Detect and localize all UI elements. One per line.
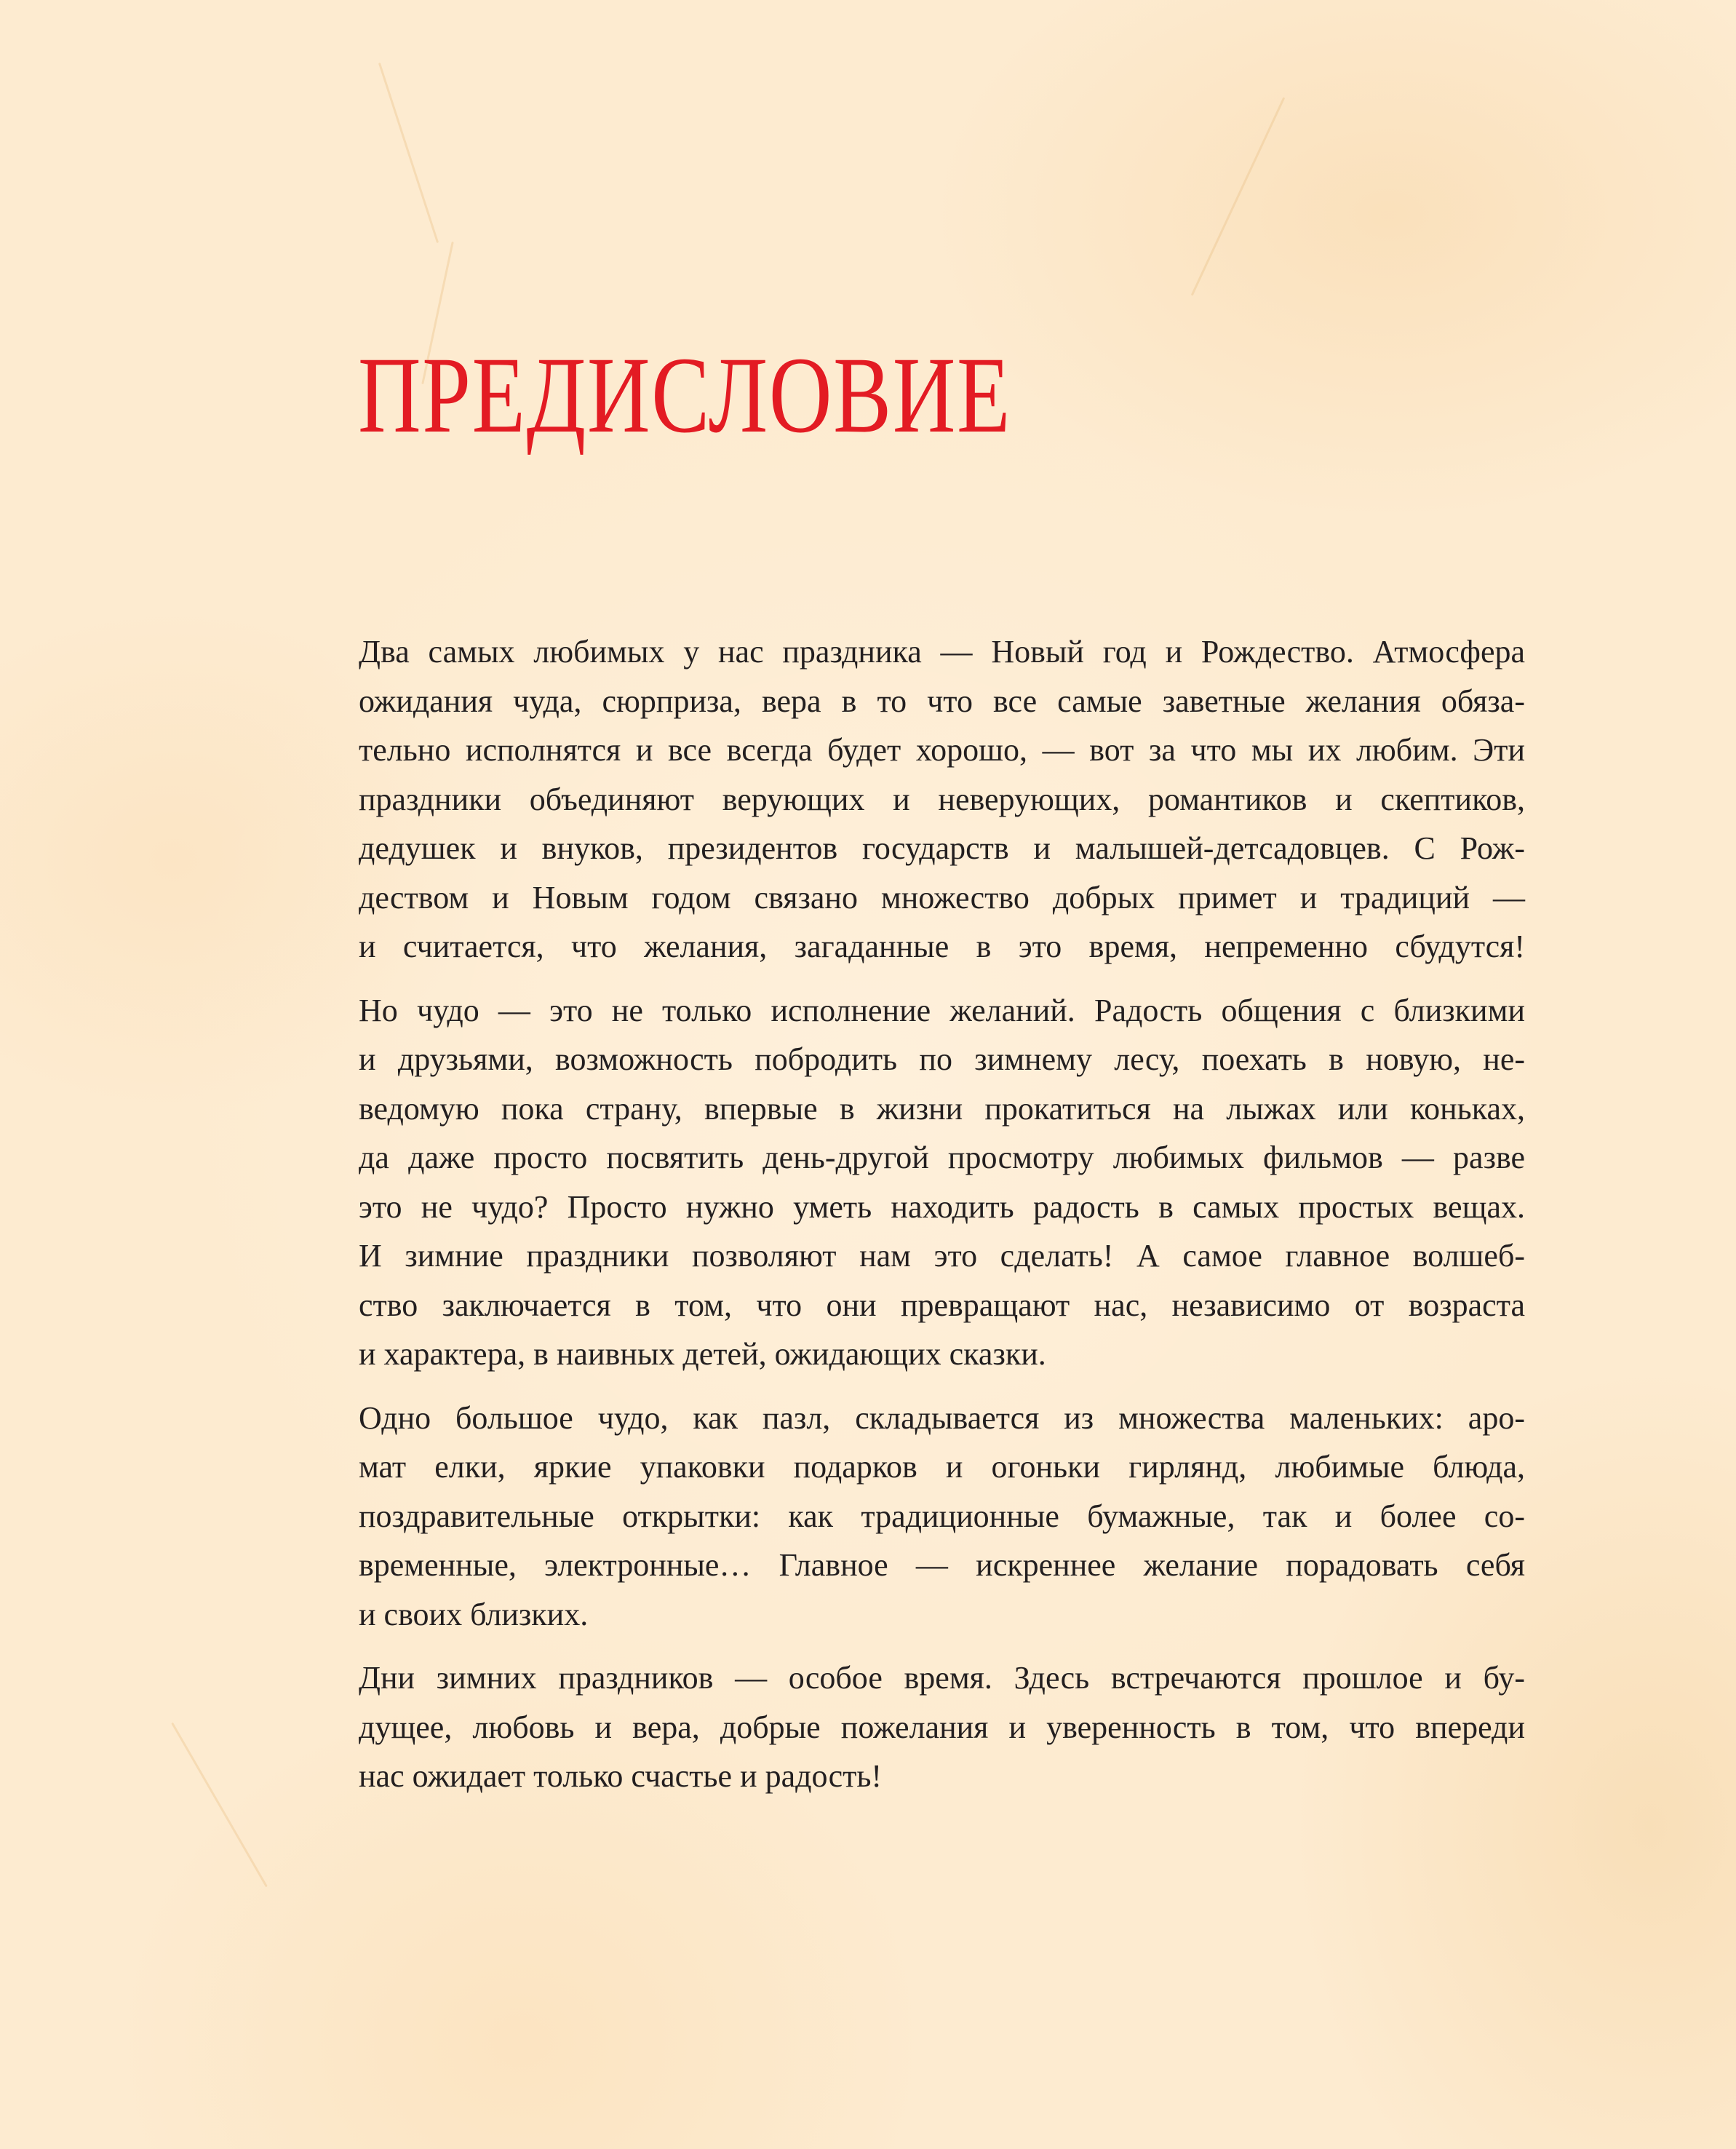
text-line: Одно большое чудо, как пазл, складывается из множества маленьких: аро-	[359, 1399, 1525, 1436]
paragraph-4	[359, 1653, 1525, 1801]
paragraph-3	[359, 1394, 1525, 1640]
text-line: И зимние праздники позволяют нам это сделать! А самое главное волшеб-	[359, 1238, 1525, 1274]
text-line: Два самых любимых у нас праздника — Новый год и Рождество. Атмосфера	[359, 634, 1525, 670]
paragraph-1	[359, 627, 1525, 972]
text-line: временные, электронные… Главное — искреннее желание порадовать себя	[359, 1547, 1525, 1583]
text-line: Дни зимних праздников — особое время. Здесь встречаются прошлое и бу-	[359, 1660, 1525, 1696]
text-line: ведомую пока страну, впервые в жизни прокатиться на лыжах или коньках,	[359, 1090, 1525, 1127]
text-line: и своих близких.	[359, 1596, 589, 1632]
text-line: это не чудо? Просто нужно уметь находить радость в самых простых вещах.	[359, 1188, 1525, 1225]
paragraph-2	[359, 986, 1525, 1379]
page-title: ПРЕДИСЛОВИЕ	[358, 335, 1011, 456]
text-line: Но чудо — это не только исполнение желаний. Радость общения с близкими	[359, 992, 1525, 1028]
text-line: поздравительные открытки: как традиционные бумажные, так и более со-	[359, 1498, 1525, 1534]
text-line: праздники объединяют верующих и неверующих, романтиков и скептиков,	[359, 781, 1525, 817]
text-line: дедушек и внуков, президентов государств и малышей-детсадовцев. С Рож-	[359, 830, 1525, 866]
text-line: дущее, любовь и вера, добрые пожелания и уверенность в том, что впереди	[359, 1709, 1525, 1745]
text-line: да даже просто посвятить день-другой просмотру любимых фильмов — разве	[359, 1140, 1525, 1175]
text-line: ство заключается в том, что они превращают нас, независимо от возраста	[359, 1287, 1525, 1323]
text-line: деством и Новым годом связано множество добрых примет и традиций —	[359, 879, 1525, 915]
preface-body	[359, 627, 1525, 1816]
text-line: ожидания чуда, сюрприза, вера в то что все самые заветные желания обяза-	[359, 683, 1525, 719]
parchment-texture	[171, 1723, 268, 1888]
text-line: тельно исполнятся и все всегда будет хорошо, — вот за что мы их любим. Эти	[359, 732, 1525, 768]
text-line: нас ожидает только счастье и радость!	[359, 1758, 883, 1794]
parchment-texture	[378, 63, 439, 243]
text-line: и друзьями, возможность побродить по зимнему лесу, поехать в новую, не-	[359, 1041, 1525, 1077]
text-line: мат елки, яркие упаковки подарков и огоньки гирлянд, любимые блюда,	[359, 1449, 1525, 1485]
parchment-texture	[1191, 97, 1286, 295]
text-line: и характера, в наивных детей, ожидающих сказки.	[359, 1336, 1046, 1372]
text-line: и считается, что желания, загаданные в это время, непременно сбудутся!	[359, 929, 1525, 964]
